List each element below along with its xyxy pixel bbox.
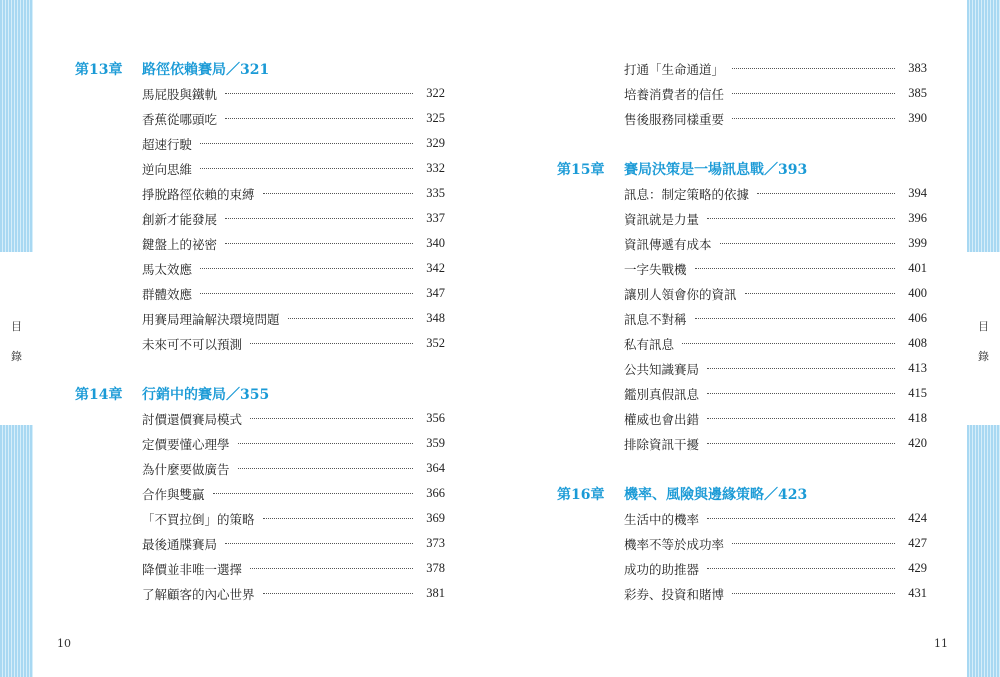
toc-entry-title: 群體效應 [142, 286, 193, 302]
dot-leader [732, 118, 895, 119]
toc-entry-page: 420 [908, 436, 927, 450]
dot-leader [757, 193, 895, 194]
toc-entry [624, 406, 927, 431]
toc-entry [624, 506, 927, 531]
toc-entry [142, 81, 445, 106]
toc-entry-title: 最後通牒賽局 [142, 536, 218, 552]
chapter-title: 機率、風險與邊緣策略／423 [624, 486, 808, 503]
chapter-heading [557, 156, 927, 181]
toc-entry-page: 342 [426, 261, 445, 275]
toc-entry-page: 347 [426, 286, 445, 300]
toc-entry [142, 556, 445, 581]
toc-entry-page: 337 [426, 211, 445, 225]
left-edge-stripe-top [0, 0, 33, 252]
toc-entry [142, 156, 445, 181]
toc-entry-page: 348 [426, 311, 445, 325]
toc-entry [624, 356, 927, 381]
toc-entry-page: 406 [908, 311, 927, 325]
chapter-number: 第16章 [557, 486, 605, 503]
toc-entry-page: 413 [908, 361, 927, 375]
toc-entry-title: 成功的助推器 [624, 561, 700, 577]
toc-entry-title: 馬屁股與鐵軌 [142, 86, 218, 102]
toc-entry [142, 131, 445, 156]
toc-entry [624, 331, 927, 356]
toc-entry-page: 352 [426, 336, 445, 350]
side-label-char: 錄 [11, 350, 22, 363]
toc-entry-title: 掙脫路徑依賴的束縛 [142, 186, 255, 202]
toc-entry-title: 資訊傳遞有成本 [624, 236, 712, 252]
dot-leader [250, 418, 413, 419]
toc-entry-title: 排除資訊干擾 [624, 436, 700, 452]
toc-entry-title: 資訊就是力量 [624, 211, 700, 227]
toc-entry [142, 581, 445, 606]
toc-entry-page: 401 [908, 261, 927, 275]
dot-leader [732, 543, 895, 544]
toc-entry-page: 369 [426, 511, 445, 525]
dot-leader [288, 318, 413, 319]
toc-entry-title: 私有訊息 [624, 336, 675, 352]
left-page-number: 10 [57, 637, 71, 650]
toc-entry [624, 256, 927, 281]
toc-entry-title: 合作與雙贏 [142, 486, 205, 502]
toc-entry-page: 329 [426, 136, 445, 150]
toc-entry-title: 訊息：制定策略的依據 [624, 186, 750, 202]
dot-leader [745, 293, 895, 294]
dot-leader [250, 568, 413, 569]
toc-entry-page: 427 [908, 536, 927, 550]
dot-leader [707, 368, 895, 369]
dot-leader [213, 493, 413, 494]
dot-leader [200, 293, 413, 294]
toc-entry-title: 「不買拉倒」的策略 [142, 511, 255, 527]
toc-entry-page: 390 [908, 111, 927, 125]
toc-entry-page: 356 [426, 411, 445, 425]
dot-leader [200, 143, 413, 144]
dot-leader [707, 518, 895, 519]
side-label-char: 目 [11, 320, 22, 333]
left-edge-stripe-bottom [0, 425, 33, 677]
right-edge-stripe-top [967, 0, 1000, 252]
chapter-title: 行銷中的賽局／355 [142, 386, 270, 403]
toc-entry-title: 打通「生命通道」 [624, 61, 725, 77]
dot-leader [225, 93, 413, 94]
toc-entry [624, 206, 927, 231]
toc-entry [142, 431, 445, 456]
dot-leader [732, 68, 895, 69]
dot-leader [732, 93, 895, 94]
dot-leader [707, 218, 895, 219]
right-side-label [967, 312, 1000, 372]
toc-entry-title: 逆向思維 [142, 161, 193, 177]
dot-leader [200, 268, 413, 269]
dot-leader [225, 543, 413, 544]
side-label-char: 目 [978, 320, 989, 333]
toc-entry-page: 340 [426, 236, 445, 250]
toc-entry-title: 降價並非唯一選擇 [142, 561, 243, 577]
dot-leader [695, 268, 895, 269]
dot-leader [263, 518, 413, 519]
toc-entry-page: 431 [908, 586, 927, 600]
toc-entry [142, 181, 445, 206]
dot-leader [682, 343, 895, 344]
toc-entry-page: 429 [908, 561, 927, 575]
toc-entry-title: 訊息不對稱 [624, 311, 687, 327]
toc-entry [624, 556, 927, 581]
toc-entry-title: 售後服務同樣重要 [624, 111, 725, 127]
toc-entry-title: 討價還價賽局模式 [142, 411, 243, 427]
toc-entry [142, 531, 445, 556]
toc-entry-title: 一字失戰機 [624, 261, 687, 277]
dot-leader [263, 193, 413, 194]
toc-entry-title: 創新才能發展 [142, 211, 218, 227]
chapter-heading [557, 481, 927, 506]
toc-entry-page: 400 [908, 286, 927, 300]
toc-entry-page: 364 [426, 461, 445, 475]
toc-entry-page: 359 [426, 436, 445, 450]
toc-entry-page: 408 [908, 336, 927, 350]
toc-entry-title: 讓別人領會你的資訊 [624, 286, 737, 302]
toc-entry [624, 581, 927, 606]
toc-entry-page: 383 [908, 61, 927, 75]
toc-entry-page: 418 [908, 411, 927, 425]
toc-entry-title: 培養消費者的信任 [624, 86, 725, 102]
toc-entry [142, 506, 445, 531]
dot-leader [732, 593, 895, 594]
chapter-title: 路徑依賴賽局／321 [142, 61, 270, 78]
toc-entry-title: 超速行駛 [142, 136, 193, 152]
dot-leader [707, 418, 895, 419]
dot-leader [707, 393, 895, 394]
toc-entry-page: 415 [908, 386, 927, 400]
toc-entry-title: 公共知識賽局 [624, 361, 700, 377]
dot-leader [707, 568, 895, 569]
toc-entry-title: 機率不等於成功率 [624, 536, 725, 552]
toc-entry-page: 378 [426, 561, 445, 575]
toc-entry-page: 373 [426, 536, 445, 550]
dot-leader [250, 343, 413, 344]
toc-entry [142, 206, 445, 231]
toc-entry-title: 未來可不可以預測 [142, 336, 243, 352]
toc-entry [624, 106, 927, 131]
toc-entry-page: 396 [908, 211, 927, 225]
dot-leader [720, 243, 895, 244]
chapter-number: 第15章 [557, 161, 605, 178]
toc-entry-title: 權威也會出錯 [624, 411, 700, 427]
toc-entry-title: 香蕉從哪頭吃 [142, 111, 218, 127]
chapter-title: 賽局決策是一場訊息戰／393 [624, 161, 808, 178]
dot-leader [200, 168, 413, 169]
side-label-char: 錄 [978, 350, 989, 363]
dot-leader [707, 443, 895, 444]
right-edge-stripe-bottom [967, 425, 1000, 677]
toc-entry [624, 381, 927, 406]
toc-entry-page: 325 [426, 111, 445, 125]
chapter-heading [75, 381, 445, 406]
right-page-number: 11 [934, 637, 948, 650]
toc-entry-page: 335 [426, 186, 445, 200]
toc-entry-page: 394 [908, 186, 927, 200]
toc-entry [624, 306, 927, 331]
right-page-toc [557, 56, 927, 606]
toc-entry-title: 鍵盤上的祕密 [142, 236, 218, 252]
toc-entry [142, 281, 445, 306]
dot-leader [238, 468, 413, 469]
toc-entry [142, 456, 445, 481]
left-side-label [0, 312, 33, 372]
chapter-number: 第13章 [75, 61, 123, 78]
toc-entry-page: 322 [426, 86, 445, 100]
toc-entry [142, 231, 445, 256]
dot-leader [225, 243, 413, 244]
dot-leader [225, 218, 413, 219]
toc-entry [624, 181, 927, 206]
toc-entry-page: 332 [426, 161, 445, 175]
toc-entry-title: 彩券、投資和賭博 [624, 586, 725, 602]
toc-entry [142, 406, 445, 431]
chapter-number: 第14章 [75, 386, 123, 403]
toc-entry [624, 81, 927, 106]
toc-entry [624, 56, 927, 81]
dot-leader [238, 443, 413, 444]
toc-entry [624, 531, 927, 556]
toc-entry-title: 了解顧客的內心世界 [142, 586, 255, 602]
toc-entry-page: 424 [908, 511, 927, 525]
toc-entry [142, 306, 445, 331]
toc-entry-title: 鑑別真假訊息 [624, 386, 700, 402]
toc-entry-title: 馬太效應 [142, 261, 193, 277]
toc-entry [624, 281, 927, 306]
left-page-toc [75, 56, 445, 606]
dot-leader [695, 318, 895, 319]
toc-entry-title: 定價要懂心理學 [142, 436, 230, 452]
chapter-heading [75, 56, 445, 81]
toc-entry-page: 366 [426, 486, 445, 500]
toc-entry [142, 106, 445, 131]
toc-entry-title: 生活中的機率 [624, 511, 700, 527]
toc-entry [142, 256, 445, 281]
toc-entry [142, 331, 445, 356]
toc-entry-page: 381 [426, 586, 445, 600]
toc-entry [624, 231, 927, 256]
toc-entry-title: 為什麼要做廣告 [142, 461, 230, 477]
dot-leader [225, 118, 413, 119]
toc-entry-page: 399 [908, 236, 927, 250]
toc-entry-page: 385 [908, 86, 927, 100]
toc-entry [142, 481, 445, 506]
toc-entry-title: 用賽局理論解決環境問題 [142, 311, 280, 327]
toc-entry [624, 431, 927, 456]
dot-leader [263, 593, 413, 594]
